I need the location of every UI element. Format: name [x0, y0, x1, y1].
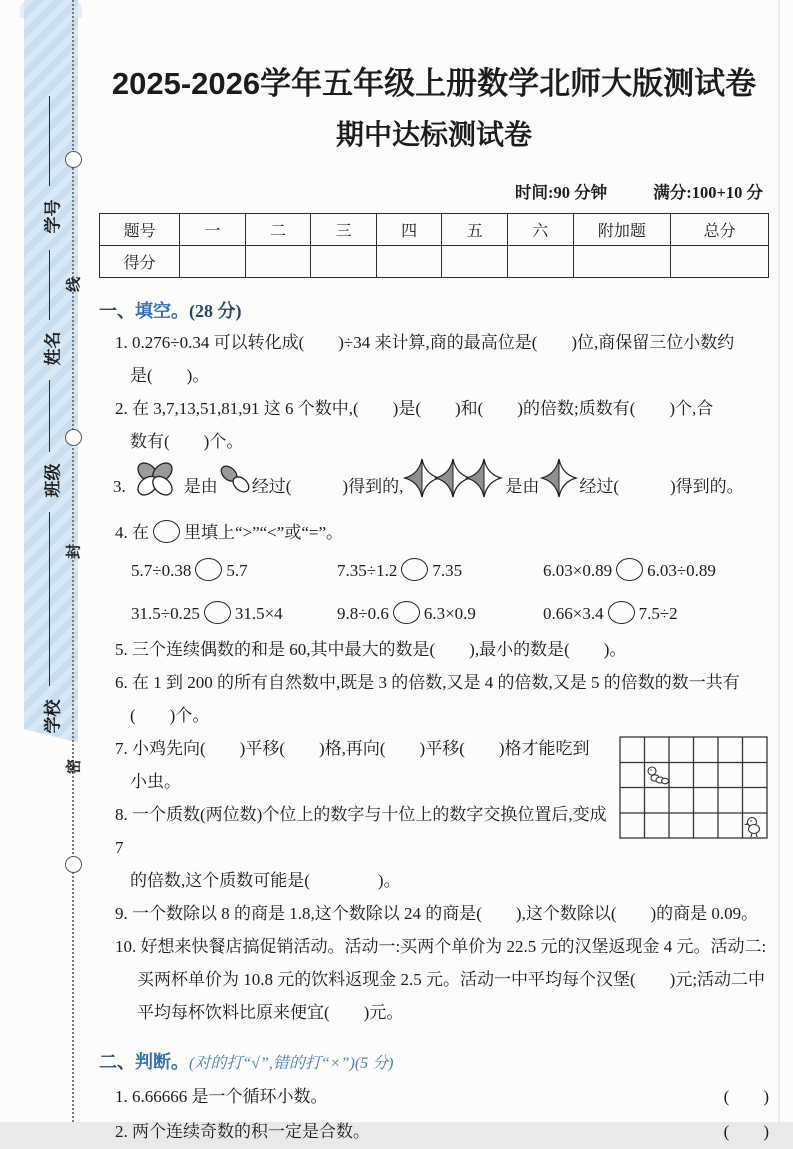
- class-label: 班级: [43, 463, 63, 498]
- question-10-line3: 平均每杯饮料比原来便宜( )元。: [137, 1003, 404, 1022]
- question-5: [99, 633, 769, 666]
- tf-question-2-text: 2. 两个连续奇数的积一定是合数。: [115, 1122, 370, 1141]
- comparison-item: [131, 597, 337, 631]
- question-3-text1: 是由: [183, 477, 218, 496]
- score-cell: [180, 246, 246, 278]
- time-label: 时间:90 分钟: [514, 183, 608, 202]
- chick-icon: [744, 818, 760, 838]
- question-6-line2: ( )个。: [130, 706, 210, 725]
- question-7-line2: 小虫。: [130, 772, 181, 791]
- punch-hole-icon: [65, 856, 82, 873]
- compare-circle-icon: [393, 601, 420, 624]
- question-8-line2: 的倍数,这个质数可能是( )。: [130, 871, 401, 890]
- question-6: [99, 666, 769, 732]
- translation-grid-figure: [619, 736, 769, 840]
- cmp-right: 7.5÷2: [638, 604, 678, 623]
- school-label: 学校: [43, 699, 63, 734]
- cmp-left: 7.35÷1.2: [337, 561, 398, 580]
- cmp-right: 31.5×4: [234, 604, 283, 623]
- name-label: 姓名: [43, 331, 63, 366]
- header-col-6: 六: [508, 214, 574, 246]
- score-cell: [442, 246, 508, 278]
- star-row-icon: [405, 458, 503, 516]
- score-cell: [376, 246, 442, 278]
- question-3-text3: 是由: [505, 477, 540, 496]
- question-3-number: 3.: [113, 477, 126, 496]
- cmp-left: 31.5÷0.25: [131, 604, 200, 623]
- paper-subtitle: 期中达标测试卷: [335, 119, 532, 150]
- write-line: [49, 512, 50, 686]
- scan-edge-artifact: [778, 0, 780, 1122]
- write-line: [49, 250, 50, 320]
- header-bonus: 附加题: [573, 214, 671, 246]
- section2-instructions: (对的打“√”,错的打“×”): [189, 1055, 355, 1072]
- exam-info-row: [99, 179, 769, 203]
- cmp-left: 0.66×3.4: [543, 604, 604, 623]
- write-line: [49, 380, 50, 452]
- question-4: [99, 516, 769, 631]
- tf-question-1-text: 1. 6.66666 是一个循环小数。: [115, 1087, 328, 1106]
- comparison-item: [131, 554, 337, 588]
- question-2: [99, 392, 769, 458]
- question-1: [99, 326, 769, 392]
- comparison-item: [543, 554, 769, 588]
- score-cell: [311, 246, 377, 278]
- question-3-text2: 经过( )得到的,: [251, 477, 404, 496]
- question-1-line1: 1. 0.276÷0.34 可以转化成( )÷34 来计算,商的最高位是( )位,商保留三位小数约: [115, 333, 735, 352]
- seal-char-feng: 封: [66, 544, 83, 560]
- section1-number: 一、: [99, 301, 135, 321]
- section2-title: 判断。: [135, 1052, 189, 1072]
- score-cell: [245, 246, 311, 278]
- tf-question-1: [99, 1079, 769, 1114]
- write-line: [49, 96, 50, 186]
- question-6-line1: 6. 在 1 到 200 的所有自然数中,既是 3 的倍数,又是 4 的倍数,又是 5 的倍数的数一共有: [115, 673, 740, 692]
- cmp-left: 9.8÷0.6: [337, 604, 389, 623]
- seal-strip-band: [24, 0, 78, 750]
- question-10: [99, 930, 769, 1029]
- question-2-line1: 2. 在 3,7,13,51,81,91 这 6 个数中,( )是( )和( )的倍数;质数有( )个,合: [115, 399, 714, 418]
- section2-number: 二、: [99, 1052, 135, 1072]
- full-score-label: 满分:100+10 分: [653, 183, 763, 202]
- score-cell: [573, 246, 671, 278]
- section2-heading: [99, 1047, 769, 1079]
- score-table-header-row: [100, 214, 769, 246]
- cmp-left: 6.03×0.89: [543, 561, 613, 580]
- section2-score: (5 分): [354, 1055, 394, 1072]
- compare-circle-icon: [608, 601, 635, 624]
- question-9: [99, 897, 769, 930]
- question-4-post: 里填上“>”“<”或“=”。: [184, 523, 344, 542]
- header-col-3: 三: [311, 214, 377, 246]
- compare-circle-icon: [401, 558, 428, 581]
- compare-circle-icon: [616, 558, 643, 581]
- question-4-pre: 4. 在: [115, 523, 149, 542]
- score-table: [99, 213, 769, 278]
- question-2-line2: 数有( )个。: [130, 432, 244, 451]
- single-star-icon: [541, 458, 577, 516]
- score-row-label: 得分: [100, 246, 180, 278]
- question-9-line1: 9. 一个数除以 8 的商是 1.8,这个数除以 24 的商是( ),这个数除以( )的商是 0.09。: [115, 904, 759, 923]
- seal-char-xian: 线: [66, 277, 83, 293]
- tf-question-2: [99, 1114, 769, 1149]
- header-col-4: 四: [376, 214, 442, 246]
- compare-circle-icon: [153, 520, 180, 543]
- section1-title: 填空。: [135, 301, 189, 321]
- paper-content: [99, 58, 769, 1149]
- comparison-item: [337, 597, 543, 631]
- questions-7-8-block: [99, 732, 769, 897]
- seal-dotted-line: [72, 0, 74, 1122]
- four-petal-flower-icon: [128, 459, 182, 515]
- cmp-right: 6.03÷0.89: [647, 561, 716, 580]
- cmp-right: 6.3×0.9: [423, 604, 476, 623]
- question-8-line1: 8. 一个质数(两位数)个位上的数字与十位上的数字交换位置后,变成 7: [115, 805, 607, 857]
- header-total: 总分: [671, 214, 769, 246]
- compare-circle-icon: [204, 601, 231, 624]
- question-3: [99, 458, 769, 516]
- question-10-line2: 买两杯单价为 10.8 元的饮料返现金 2.5 元。活动一中平均每个汉堡( )元;活动二中: [137, 970, 766, 989]
- section1-score: (28 分): [189, 301, 242, 321]
- comparison-item: [543, 597, 769, 631]
- question-4-line1: [99, 516, 769, 549]
- section1-heading: [99, 296, 769, 326]
- header-col-5: 五: [442, 214, 508, 246]
- comparison-item: [337, 554, 543, 588]
- paper-title: 2025-2026学年五年级上册数学北师大版测试卷: [111, 66, 757, 101]
- score-cell: [671, 246, 769, 278]
- header-question-no: 题号: [100, 214, 180, 246]
- two-petal-flower-icon: [220, 464, 250, 510]
- question-1-line2: 是( )。: [130, 366, 210, 385]
- comparison-grid: [99, 554, 769, 631]
- question-10-line1: 10. 好想来快餐店搞促销活动。活动一:买两个单价为 22.5 元的汉堡返现金 4 元。活动二:: [115, 937, 767, 956]
- worm-icon: [648, 767, 669, 784]
- header-col-2: 二: [245, 214, 311, 246]
- question-7-line1: 7. 小鸡先向( )平移( )格,再向( )平移( )格才能吃到: [115, 739, 590, 758]
- score-cell: [508, 246, 574, 278]
- cmp-right: 7.35: [432, 561, 463, 580]
- punch-hole-icon: [65, 151, 82, 168]
- compare-circle-icon: [195, 558, 222, 581]
- punch-hole-icon: [65, 429, 82, 446]
- question-5-line1: 5. 三个连续偶数的和是 60,其中最大的数是( ),最小的数是( )。: [115, 640, 627, 659]
- header-col-1: 一: [180, 214, 246, 246]
- tf-question-1-blank: ( ): [723, 1087, 769, 1106]
- question-3-text4: 经过( )得到的。: [579, 477, 744, 496]
- cmp-right: 5.7: [226, 561, 248, 580]
- tf-question-2-blank: ( ): [723, 1122, 769, 1141]
- student-id-label: 学号: [43, 199, 63, 234]
- score-table-score-row: [100, 246, 769, 278]
- seal-char-mi: 密: [66, 759, 83, 775]
- cmp-left: 5.7÷0.38: [131, 561, 192, 580]
